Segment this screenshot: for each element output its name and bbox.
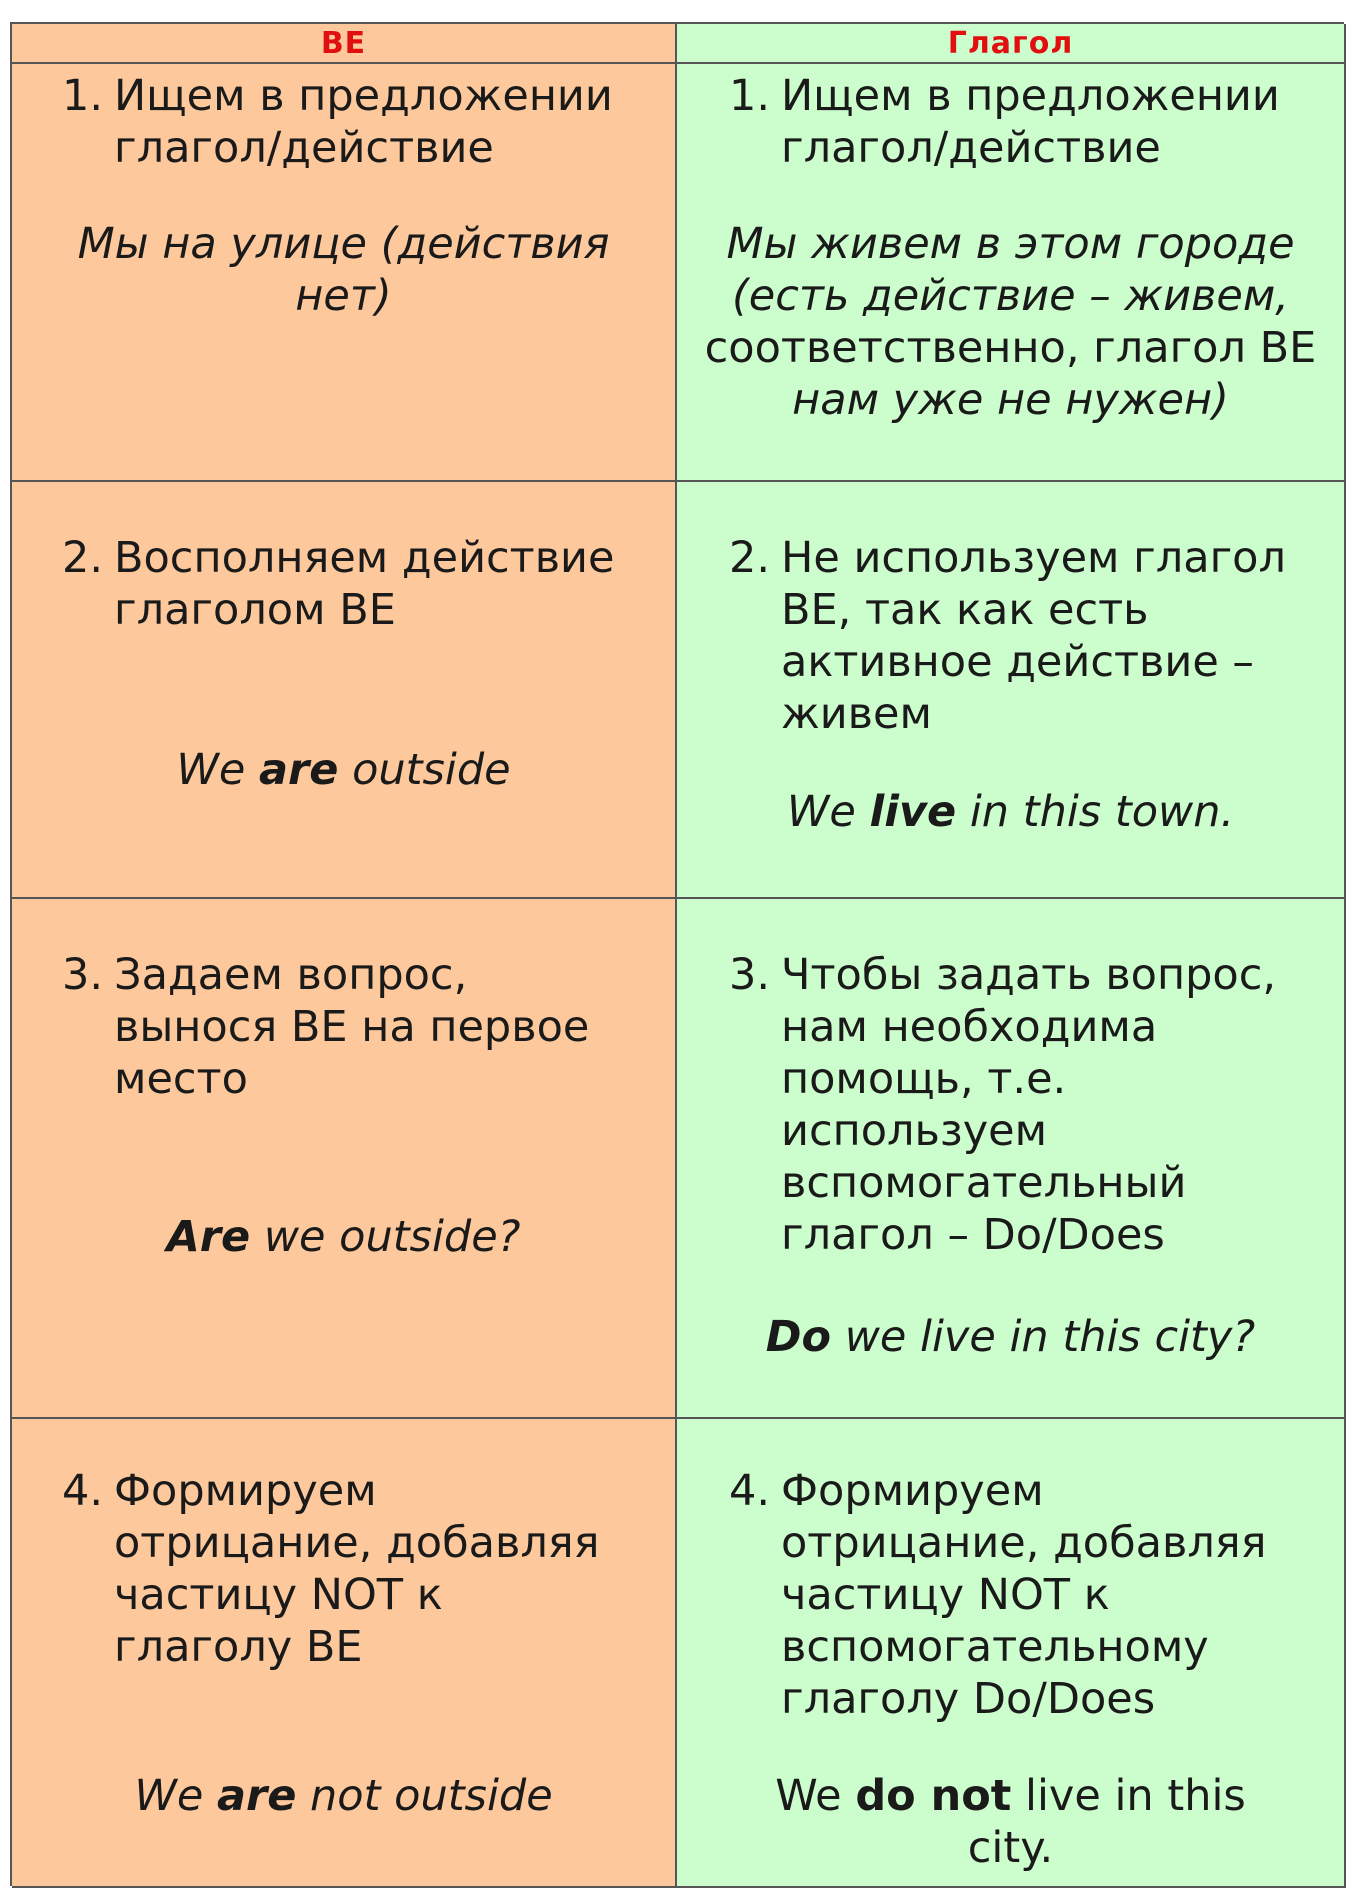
header-verb	[677, 24, 1346, 64]
step-line: глаголу Do/Does	[781, 1674, 1156, 1724]
example-bold: do not	[855, 1771, 1012, 1821]
example-line: нам уже не нужен)	[792, 375, 1229, 425]
example-post: outside	[338, 745, 511, 795]
step-line: Не используем глагол	[781, 533, 1286, 583]
cell-verb-step-3	[677, 899, 1346, 1419]
example-pre: We	[176, 745, 260, 795]
step-line: живем	[781, 689, 932, 739]
step-number: 2.	[62, 533, 104, 583]
step-line: Формируем	[781, 1466, 1044, 1516]
example-sentence	[677, 1311, 1344, 1363]
example-post: not outside	[296, 1771, 553, 1821]
example-line: (есть действие – живем,	[732, 271, 1289, 321]
example-sentence	[677, 218, 1344, 426]
step-line: глагол/действие	[114, 123, 494, 173]
step-line: частицу NOT к	[114, 1570, 443, 1620]
step-line: место	[114, 1054, 248, 1104]
step-text	[62, 532, 614, 636]
example-post: in this town.	[956, 787, 1235, 837]
cell-be-step-4	[12, 1419, 677, 1888]
example-sentence	[12, 744, 675, 796]
step-line: нам необходима	[781, 1002, 1158, 1052]
header-be-label: BE	[320, 25, 367, 61]
step-line: глагол – Do/Does	[781, 1210, 1165, 1260]
step-text	[729, 532, 1286, 740]
cell-verb-step-4	[677, 1419, 1346, 1888]
step-line: вспомогательному	[781, 1622, 1209, 1672]
example-line	[677, 1770, 1344, 1822]
step-line: Формируем	[114, 1466, 377, 1516]
step-line: глагол/действие	[781, 123, 1161, 173]
step-number: 1.	[62, 71, 104, 121]
step-line: частицу NOT к	[781, 1570, 1110, 1620]
example-line: city.	[967, 1823, 1054, 1873]
example-sentence	[677, 786, 1344, 838]
example-post: live in this	[1011, 1771, 1246, 1821]
step-line: Восполняем действие	[114, 533, 615, 583]
step-line: вспомогательный	[781, 1158, 1187, 1208]
example-sentence	[12, 1211, 675, 1263]
cell-be-step-3	[12, 899, 677, 1419]
example-pre: We	[775, 1771, 856, 1821]
example-post: we outside?	[250, 1212, 521, 1262]
cell-be-step-2	[12, 482, 677, 899]
step-number: 3.	[729, 950, 771, 1000]
example-bold: live	[869, 787, 957, 837]
example-pre: We	[786, 787, 870, 837]
step-number: 4.	[62, 1466, 104, 1516]
example-line: нет)	[295, 271, 392, 321]
example-bold: are	[259, 745, 339, 795]
example-line: соответственно, глагол BE	[704, 323, 1317, 373]
cell-verb-step-2	[677, 482, 1346, 899]
example-line: Мы живем в этом городе	[726, 219, 1295, 269]
step-line: Задаем вопрос,	[114, 950, 468, 1000]
step-line: глаголу BE	[114, 1622, 363, 1672]
step-line: отрицание, добавляя	[114, 1518, 600, 1568]
step-text	[729, 1465, 1267, 1725]
step-number: 1.	[729, 71, 771, 121]
example-sentence	[677, 1770, 1344, 1874]
step-line: Ищем в предложении	[114, 71, 613, 121]
step-line: вынося BE на первое	[114, 1002, 590, 1052]
step-text	[729, 949, 1276, 1261]
step-line: помощь, т.е.	[781, 1054, 1067, 1104]
cell-verb-step-1	[677, 64, 1346, 482]
step-line: Чтобы задать вопрос,	[781, 950, 1277, 1000]
step-line: используем	[781, 1106, 1048, 1156]
step-line: BE, так как есть	[781, 585, 1149, 635]
cell-be-step-1	[12, 64, 677, 482]
step-line: глаголом BE	[114, 585, 396, 635]
example-sentence	[12, 1770, 675, 1822]
step-line: отрицание, добавляя	[781, 1518, 1267, 1568]
step-number: 4.	[729, 1466, 771, 1516]
example-bold: are	[216, 1771, 297, 1821]
step-line: активное действие –	[781, 637, 1254, 687]
step-text	[62, 949, 589, 1105]
step-number: 3.	[62, 950, 104, 1000]
example-bold: Are	[166, 1212, 251, 1262]
example-bold: Do	[765, 1312, 832, 1362]
example-post: we live in this city?	[831, 1312, 1256, 1362]
comparison-table	[10, 22, 1344, 1886]
example-pre: We	[134, 1771, 217, 1821]
header-verb-label: Глагол	[947, 25, 1074, 61]
example-line: Мы на улице (действия	[77, 219, 610, 269]
step-number: 2.	[729, 533, 771, 583]
step-text	[62, 1465, 600, 1673]
step-line: Ищем в предложении	[781, 71, 1280, 121]
header-be	[12, 24, 677, 64]
example-sentence	[12, 218, 675, 322]
step-text	[729, 70, 1280, 174]
step-text	[62, 70, 613, 174]
